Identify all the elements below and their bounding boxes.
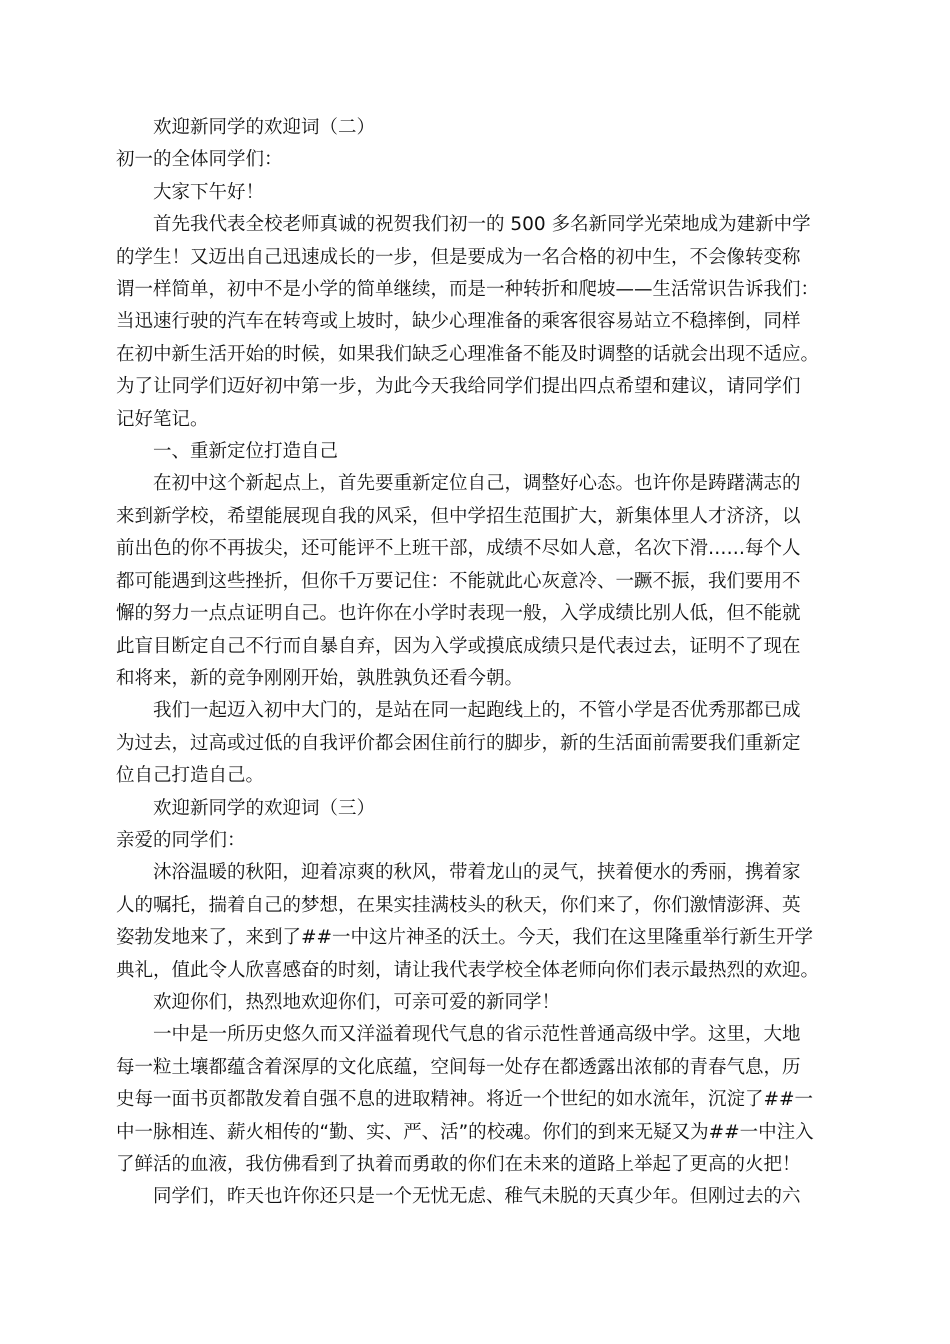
document-body [116, 112, 830, 1214]
text-line: 记好笔记。 [116, 408, 209, 430]
text-line: 中一脉相连、薪火相传的“勤、实、严、活”的校魂。你们的到来无疑又为##一中注入 [116, 1121, 814, 1143]
text-line: 每一粒土壤都蕴含着深厚的文化底蕴，空间每一处存在都透露出浓郁的青春气息，历 [116, 1056, 801, 1078]
text-line: 为过去，过高或过低的自我评价都会困住前行的脚步，新的生活面前需要我们重新定 [116, 732, 801, 754]
text-line: 前出色的你不再拔尖，还可能评不上班干部，成绩不尽如人意，名次下滑……每个人 [116, 538, 801, 560]
text-line: 同学们，昨天也许你还只是一个无忧无虑、稚气未脱的天真少年。但刚过去的六 [153, 1186, 801, 1208]
text-line: 来到新学校，希望能展现自我的风采，但中学招生范围扩大，新集体里人才济济，以 [116, 505, 801, 527]
text-line: 人的嘱托，揣着自己的梦想，在果实挂满枝头的秋天，你们来了，你们激情澎湃、英 [116, 894, 801, 916]
text-line: 欢迎新同学的欢迎词（二） [153, 117, 376, 138]
text-line: 的学生！又迈出自己迅速成长的一步，但是要成为一名合格的初中生，不会像转变称 [116, 246, 801, 268]
text-line: 在初中这个新起点上，首先要重新定位自己，调整好心态。也许你是踌躇满志的 [153, 473, 801, 495]
text-line: 当迅速行驶的汽车在转弯或上坡时，缺少心理准备的乘客很容易站立不稳摔倒，同样 [116, 311, 801, 333]
text-line: 位自己打造自己。 [116, 765, 265, 787]
text-line: 大家下午好！ [153, 181, 265, 203]
text-line: 欢迎新同学的欢迎词（三） [153, 797, 376, 819]
text-line: 初一的全体同学们： [116, 149, 283, 171]
text-line: 我们一起迈入初中大门的，是站在同一起跑线上的，不管小学是否优秀那都已成 [153, 700, 801, 722]
text-line: 一中是一所历史悠久而又洋溢着现代气息的省示范性普通高级中学。这里，大地 [153, 1024, 801, 1046]
text-line: 为了让同学们迈好初中第一步，为此今天我给同学们提出四点希望和建议，请同学们 [116, 376, 801, 398]
text-line: 在初中新生活开始的时候，如果我们缺乏心理准备不能及时调整的话就会出现不适应。 [116, 343, 820, 365]
text-line: 谓一样简单，初中不是小学的简单继续，而是一种转折和爬坡——生活常识告诉我们： [116, 279, 820, 301]
text-line: 懈的努力一点点证明自己。也许你在小学时表现一般，入学成绩比别人低，但不能就 [116, 603, 801, 625]
text-line: 此盲目断定自己不行而自暴自弃，因为入学或摸底成绩只是代表过去，证明不了现在 [116, 635, 801, 657]
text-line: 亲爱的同学们： [116, 829, 246, 851]
text-line: 一、重新定位打造自己 [153, 441, 339, 463]
text-line: 典礼，值此令人欣喜感奋的时刻，请让我代表学校全体老师向你们表示最热烈的欢迎。 [116, 959, 820, 981]
text-line: 和将来，新的竞争刚刚开始，孰胜孰负还看今朝。 [116, 667, 524, 689]
text-line: 首先我代表全校老师真诚的祝贺我们初一的 500 多名新同学光荣地成为建新中学 [153, 214, 811, 236]
text-line: 欢迎你们，热烈地欢迎你们，可亲可爱的新同学！ [153, 991, 561, 1013]
text-line: 沐浴温暖的秋阳，迎着凉爽的秋风，带着龙山的灵气，挟着便水的秀丽，携着家 [153, 862, 801, 884]
text-line: 都可能遇到这些挫折，但你千万要记住：不能就此心灰意冷、一蹶不振，我们要用不 [116, 570, 801, 592]
text-line: 姿勃发地来了，来到了##一中这片神圣的沃土。今天，我们在这里隆重举行新生开学 [116, 927, 814, 949]
text-line: 了鲜活的血液，我仿佛看到了执着而勇敢的你们在未来的道路上举起了更高的火把！ [116, 1154, 801, 1175]
text-line: 史每一面书页都散发着自强不息的进取精神。将近一个世纪的如水流年，沉淀了##一 [116, 1089, 814, 1111]
